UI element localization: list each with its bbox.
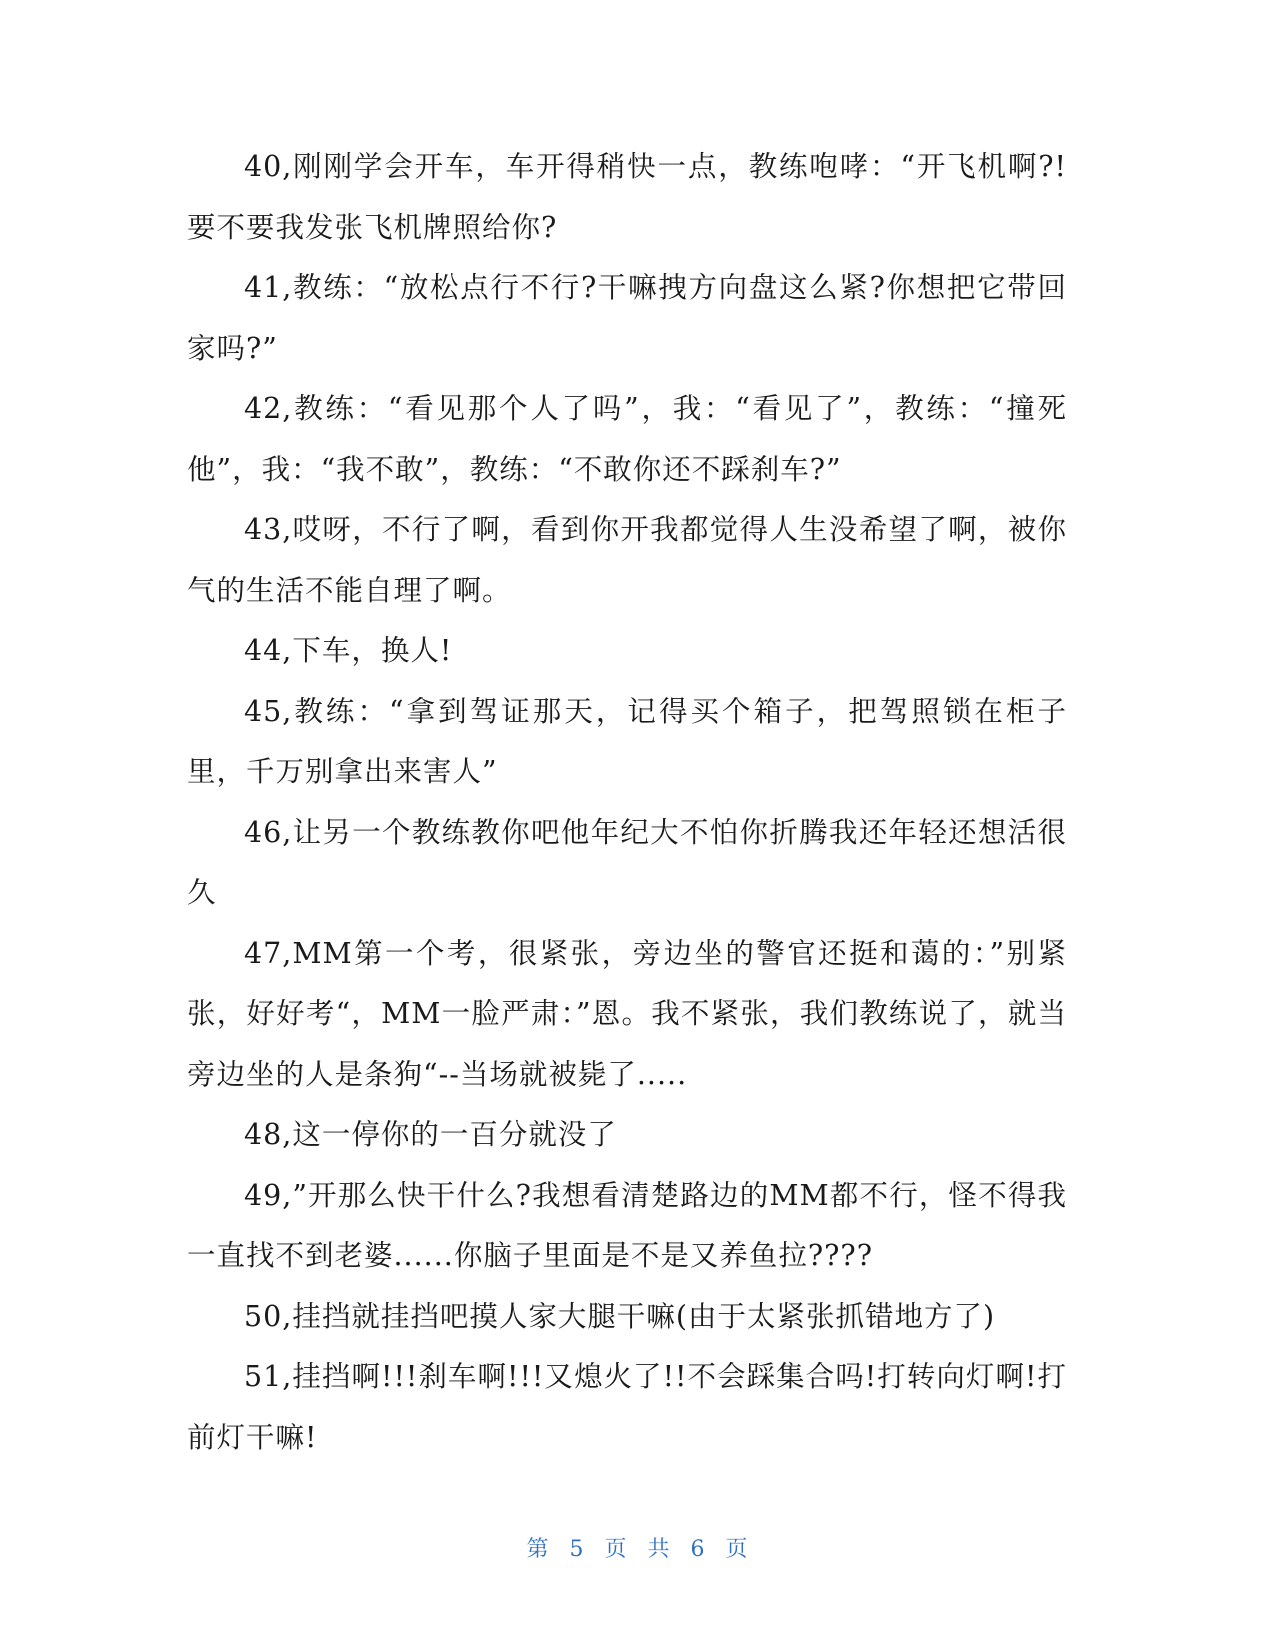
paragraph-48: 48,这一停你的一百分就没了 (244, 1118, 617, 1151)
paragraph-44: 44,下车，换人! (244, 634, 453, 667)
page-number-footer (0, 1532, 1275, 1563)
document-body (187, 137, 1067, 1468)
paragraph-45: 45,教练：“拿到驾证那天，记得买个箱子，把驾照锁在柜子里，千万别拿出来害人” (187, 694, 1067, 788)
footer-page-word: 页 (604, 1537, 628, 1562)
paragraph-43: 43,哎呀，不行了啊，看到你开我都觉得人生没希望了啊，被你气的生活不能自理了啊。 (187, 513, 1067, 607)
paragraph-50: 50,挂挡就挂挡吧摸人家大腿干嘛(由于太紧张抓错地方了) (244, 1299, 996, 1333)
paragraph-42: 42,教练：“看见那个人了吗”，我：“看见了”，教练：“撞死他”，我：“我不敢”，教练：“不敢你还不踩刹车?” (187, 392, 1067, 486)
paragraph-49: 49,”开那么快干什么?我想看清楚路边的MM都不行，怪不得我一直找不到老婆......你脑子里面是不是又养鱼拉???? (187, 1178, 1067, 1272)
footer-prefix: 第 (526, 1537, 550, 1562)
footer-suffix: 页 (725, 1537, 749, 1562)
footer-total-word: 共 (647, 1537, 671, 1562)
paragraph-46: 46,让另一个教练教你吧他年纪大不怕你折腾我还年轻还想活很久 (187, 815, 1067, 909)
paragraph-40: 40,刚刚学会开车，车开得稍快一点，教练咆哮：“开飞机啊?!要不要我发张飞机牌照给你? (187, 150, 1067, 244)
footer-current-page: 5 (569, 1537, 585, 1562)
paragraph-51: 51,挂挡啊!!!刹车啊!!!又熄火了!!不会踩集合吗!打转向灯啊!打前灯干嘛! (187, 1360, 1067, 1454)
paragraph-41: 41,教练：“放松点行不行?干嘛拽方向盘这么紧?你想把它带回家吗?” (187, 271, 1067, 365)
paragraph-47: 47,MM第一个考，很紧张，旁边坐的警官还挺和蔼的：”别紧张，好好考“，MM一脸严肃：”恩。我不紧张，我们教练说了，就当旁边坐的人是条狗“--当场就被毙了..... (187, 936, 1067, 1091)
footer-total-pages: 6 (690, 1537, 706, 1562)
